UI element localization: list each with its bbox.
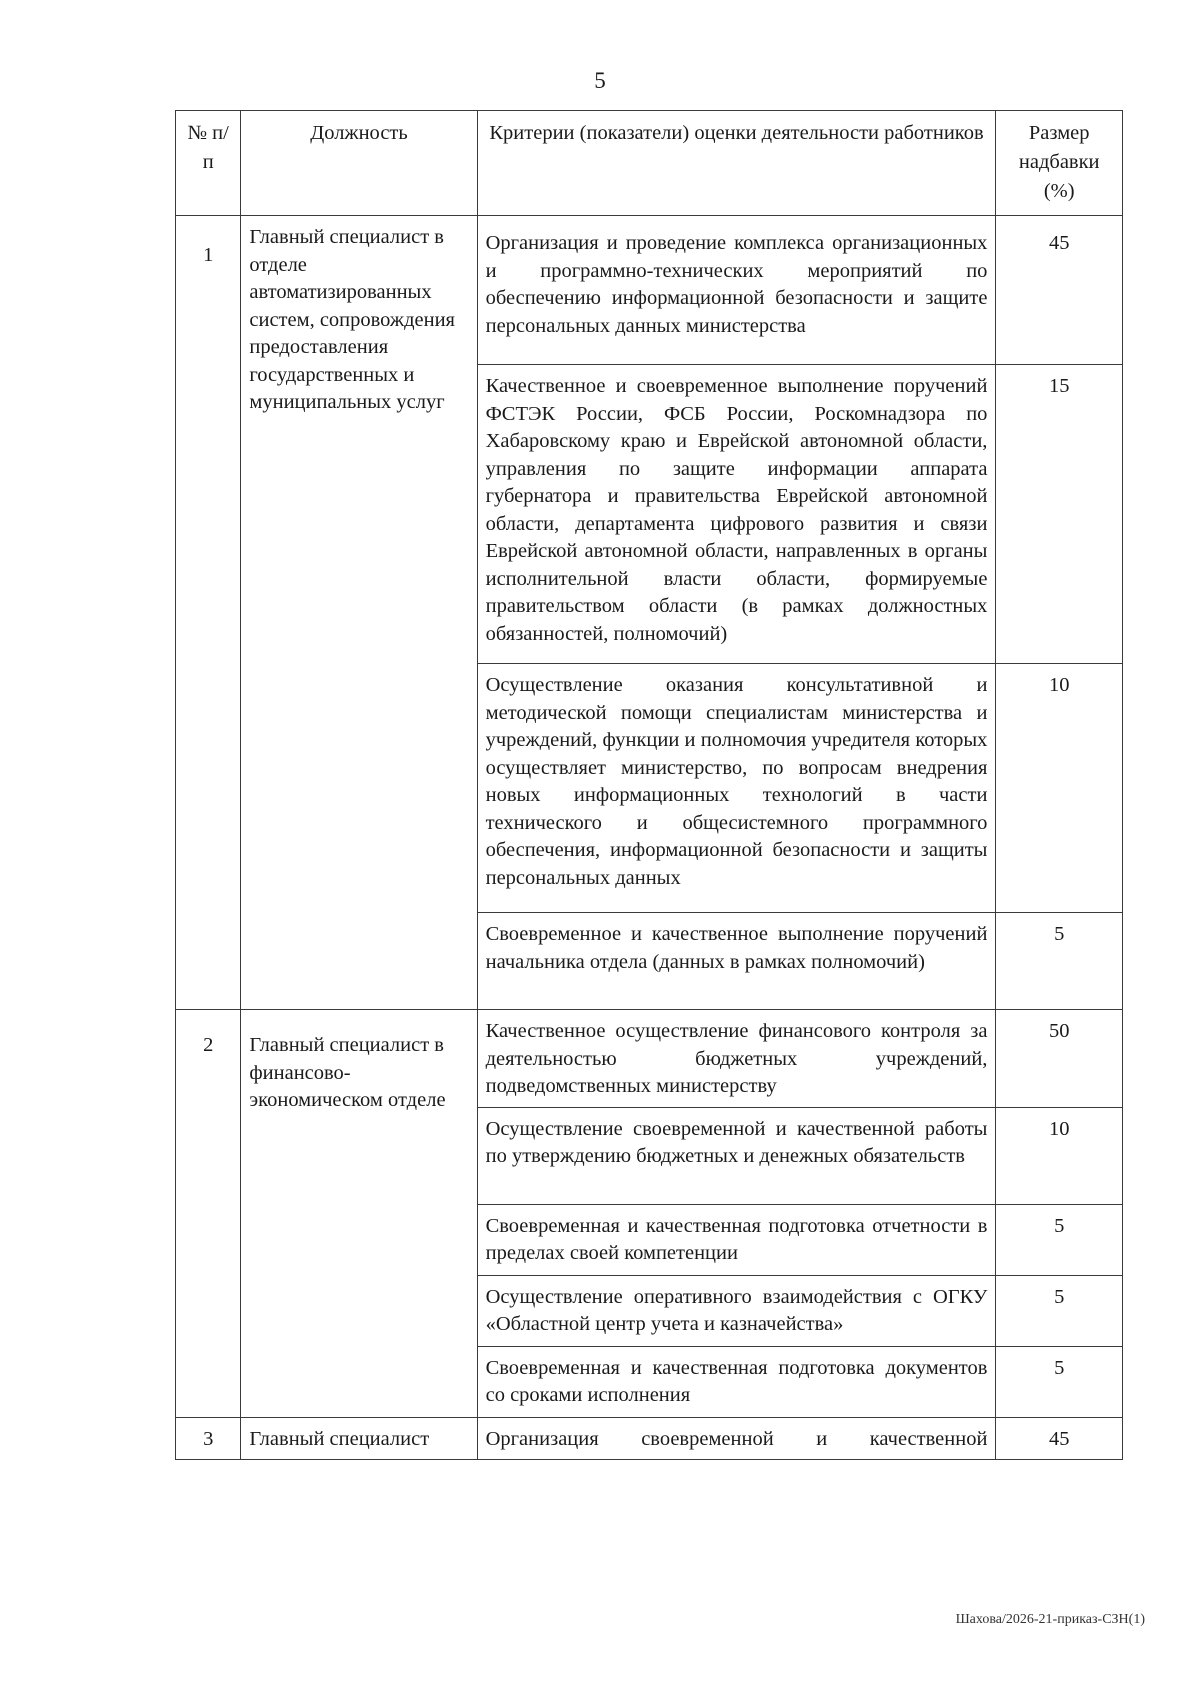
row-num: 3 bbox=[176, 1417, 241, 1460]
row-position: Главный специалист в отделе автоматизированных систем, сопровождения предоставления государственных и муниципальных услуг bbox=[241, 216, 477, 1010]
value-cell: 10 bbox=[996, 1107, 1123, 1204]
value-cell: 5 bbox=[996, 1275, 1123, 1346]
value-cell: 5 bbox=[996, 1346, 1123, 1417]
table-row bbox=[176, 1010, 1123, 1108]
table-header-row bbox=[176, 111, 1123, 216]
header-position: Должность bbox=[241, 111, 477, 216]
row-position: Главный специалист в финансово-экономическом отделе bbox=[241, 1010, 477, 1418]
row-position: Главный специалист bbox=[241, 1417, 477, 1460]
criteria-table bbox=[175, 110, 1123, 1460]
document-reference: Шахова/2026-21-приказ-СЗН(1) bbox=[955, 1612, 1145, 1627]
header-size: Размер надбавки (%) bbox=[996, 111, 1123, 216]
criteria-cell: Организация своевременной и качественной bbox=[477, 1417, 996, 1460]
page-number: 5 bbox=[594, 68, 606, 93]
criteria-cell: Своевременная и качественная подготовка документов со сроками исполнения bbox=[477, 1346, 996, 1417]
criteria-cell: Своевременное и качественное выполнение поручений начальника отдела (данных в рамках полномочий) bbox=[477, 913, 996, 1010]
criteria-cell: Качественное осуществление финансового контроля за деятельностью бюджетных учреждений, подведомственных министерству bbox=[477, 1010, 996, 1108]
header-num: № п/п bbox=[176, 111, 241, 216]
row-num: 1 bbox=[176, 216, 241, 1010]
criteria-cell: Осуществление оперативного взаимодействия с ОГКУ «Областной центр учета и казначейства» bbox=[477, 1275, 996, 1346]
value-cell: 5 bbox=[996, 913, 1123, 1010]
value-cell: 10 bbox=[996, 664, 1123, 913]
value-cell: 5 bbox=[996, 1204, 1123, 1275]
criteria-cell: Организация и проведение комплекса организационных и программно-технических мероприятий по обеспечению информационной безопасности и защите персональных данных министерства bbox=[477, 216, 996, 365]
table-row bbox=[176, 1417, 1123, 1460]
table-row bbox=[176, 216, 1123, 365]
criteria-cell: Осуществление оказания консультативной и методической помощи специалистам министерства и учреждений, функции и полномочия учредителя которых осуществляет министерство, по вопросам внедрения новых информационных технологий в части технического и общесистемного программного обеспечения, информационной безопасности и защиты персональных данных bbox=[477, 664, 996, 913]
criteria-cell: Осуществление своевременной и качественной работы по утверждению бюджетных и денежных обязательств bbox=[477, 1107, 996, 1204]
criteria-cell: Своевременная и качественная подготовка отчетности в пределах своей компетенции bbox=[477, 1204, 996, 1275]
value-cell: 50 bbox=[996, 1010, 1123, 1108]
value-cell: 45 bbox=[996, 216, 1123, 365]
row-num: 2 bbox=[176, 1010, 241, 1418]
value-cell: 45 bbox=[996, 1417, 1123, 1460]
header-criteria: Критерии (показатели) оценки деятельности работников bbox=[477, 111, 996, 216]
value-cell: 15 bbox=[996, 365, 1123, 664]
criteria-cell: Качественное и своевременное выполнение поручений ФСТЭК России, ФСБ России, Роскомнадзора по Хабаровскому краю и Еврейской автономной области, управления по защите информации аппарата губернатора и правительства Еврейской автономной области, департамента цифрового развития и связи Еврейской автономной области, направленных в органы исполнительной власти области, формируемые правительством области (в рамках должностных обязанностей, полномочий) bbox=[477, 365, 996, 664]
